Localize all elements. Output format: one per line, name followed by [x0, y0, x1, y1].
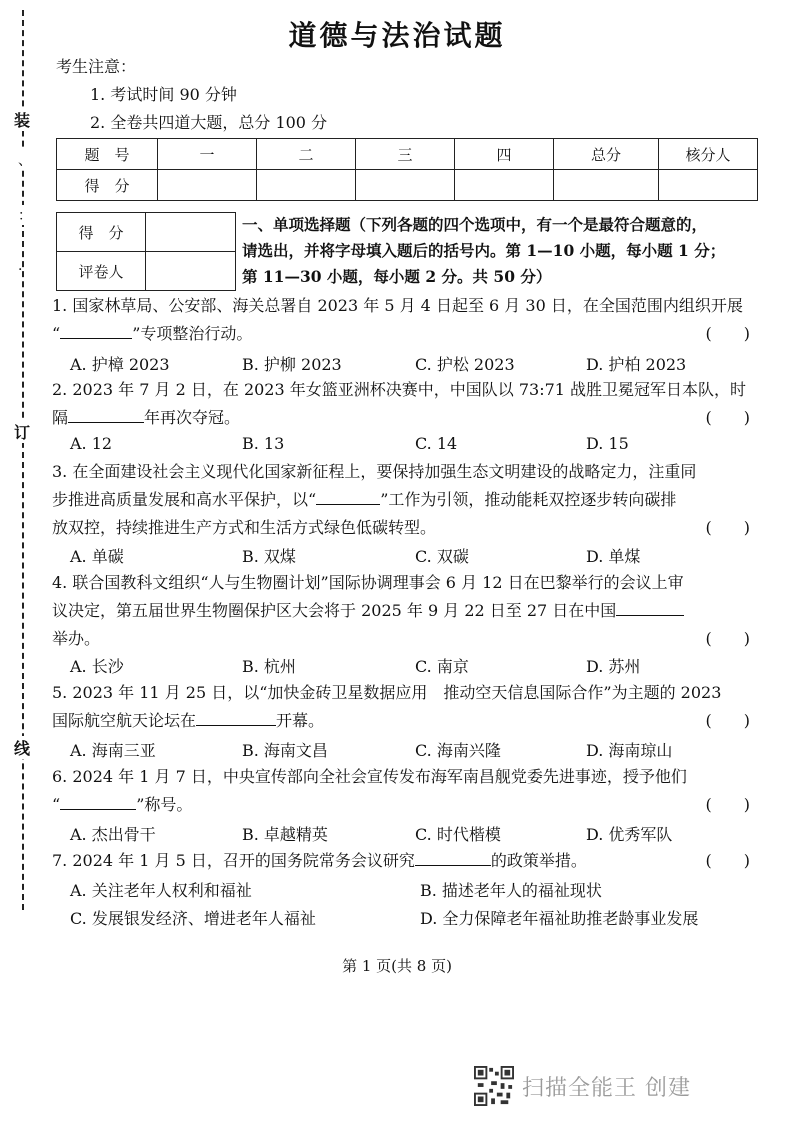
option-a: A. 杰出骨干 [70, 825, 156, 844]
answer-bracket[interactable]: ( ) [705, 795, 750, 814]
option-a: A. 长沙 [70, 657, 124, 676]
option-c: C. 南京 [415, 657, 469, 676]
header-cell: 核分人 [659, 139, 758, 170]
option-c: C. 护松 2023 [415, 355, 515, 374]
option-a: A. 单碳 [70, 547, 124, 566]
score-cell[interactable] [257, 170, 356, 201]
option-d: D. 15 [586, 434, 629, 453]
answer-blank[interactable] [196, 707, 276, 726]
answer-bracket[interactable]: ( ) [705, 711, 750, 730]
question-stem-line [52, 791, 764, 819]
notice-line-1: 1. 考试时间 90 分钟 [90, 85, 237, 104]
option-c: C. 海南兴隆 [415, 741, 501, 760]
option-d: D. 优秀军队 [586, 825, 673, 844]
option-c: C. 发展银发经济、增进老年人福祉 [70, 909, 316, 928]
option-d: D. 苏州 [586, 657, 641, 676]
section-instruction-line: 请选出，并将字母填入题后的括号内。第 1—10 小题，每小题 1 分； [242, 241, 726, 260]
option-b: B. 杭州 [242, 657, 296, 676]
header-cell: 总分 [554, 139, 659, 170]
answer-bracket[interactable]: ( ) [705, 851, 750, 870]
binding-dot: ： [18, 205, 32, 225]
answer-blank[interactable] [60, 320, 132, 339]
option-b: B. 海南文昌 [242, 741, 328, 760]
row-label: 得 分 [57, 170, 158, 201]
binding-char-zhuang: 装 [10, 108, 34, 131]
question-stem-line: 1. 国家林草局、公安部、海关总署自 2023 年 5 月 4 日起至 6 月 30 日，在全国范围内组织开展 [52, 296, 743, 315]
option-d: D. 单煤 [586, 547, 641, 566]
question-6 [52, 763, 764, 819]
score-table-score-row [57, 170, 758, 201]
binding-char-xian: 线 [10, 736, 34, 759]
question-stem-line: 3. 在全面建设社会主义现代化国家新征程上，要保持加强生态文明建设的战略定力，注重同 [52, 462, 697, 481]
option-a: A. 关注老年人权利和福祉 [70, 881, 252, 900]
question-stem-line: 5. 2023 年 11 月 25 日，以“加快金砖卫星数据应用 推动空天信息国际合作”为主题的 2023 [52, 683, 722, 702]
question-4-options [70, 654, 760, 680]
option-d: D. 海南琼山 [586, 741, 673, 760]
scanner-watermark [474, 1066, 691, 1106]
score-cell[interactable] [158, 170, 257, 201]
question-stem-line: 4. 联合国教科文组织“人与生物圈计划”国际协调理事会 6 月 12 日在巴黎举行的会议上审 [52, 573, 684, 592]
question-stem-line: 2. 2023 年 7 月 2 日，在 2023 年女篮亚洲杯决赛中，中国队以 73:71 战胜卫冕冠军日本队，时 [52, 380, 747, 399]
answer-blank[interactable] [616, 597, 684, 616]
stem-text: 议决定，第五届世界生物圈保护区大会将于 2025 年 9 月 22 日至 27 日在中国 [52, 601, 617, 620]
notice-line-2: 2. 全卷共四道大题，总分 100 分 [90, 113, 328, 132]
stem-text: 隔 [52, 408, 69, 427]
stem-text: ”工作为引领，推动能耗双控逐步转向碳排 [380, 490, 677, 509]
score-table-header-row [57, 139, 758, 170]
header-cell: 一 [158, 139, 257, 170]
option-b: B. 双煤 [242, 547, 296, 566]
option-c: C. 14 [415, 434, 458, 453]
stem-text: 开幕。 [276, 711, 325, 730]
option-a: A. 12 [70, 434, 113, 453]
stem-text: 国际航空航天论坛在 [52, 711, 197, 730]
header-cell: 四 [455, 139, 554, 170]
option-b: B. 13 [242, 434, 285, 453]
qr-code-icon [474, 1066, 514, 1106]
question-7 [52, 847, 764, 875]
score-cell[interactable] [554, 170, 659, 201]
section-instruction-line: 第 11—30 小题，每小题 2 分。共 50 分） [242, 267, 552, 286]
question-stem-line: 6. 2024 年 1 月 7 日，中央宣传部向全社会宣传发布海军南昌舰党委先进事迹，授予他们 [52, 767, 687, 786]
stem-text: “ [52, 324, 61, 343]
binding-char-ding: 订 [10, 420, 34, 443]
stem-text: 的政策举措。 [490, 851, 587, 870]
header-cell: 三 [356, 139, 455, 170]
question-5 [52, 679, 764, 735]
question-6-options [70, 822, 760, 848]
binding-dot: 、 [18, 150, 32, 170]
option-d: D. 全力保障老年福祉助推老龄事业发展 [420, 909, 699, 928]
option-c: C. 双碳 [415, 547, 469, 566]
answer-blank[interactable] [415, 847, 491, 866]
question-stem-line [52, 707, 764, 735]
page-title: 道德与法治试题 [288, 19, 506, 52]
question-stem-line [52, 486, 764, 514]
section-instruction-line: 一、单项选择题（下列各题的四个选项中，有一个是最符合题意的， [242, 215, 708, 234]
question-1 [52, 292, 764, 348]
answer-blank[interactable] [68, 404, 144, 423]
score-cell[interactable] [455, 170, 554, 201]
answer-bracket[interactable]: ( ) [705, 629, 750, 648]
option-c: C. 时代楷模 [415, 825, 501, 844]
question-stem-line: 举办。 [52, 629, 101, 648]
question-1-options [70, 352, 760, 378]
grader-score-cell[interactable] [146, 213, 236, 252]
binding-dashed-line [22, 10, 24, 910]
stem-text: ”专项整治行动。 [132, 324, 253, 343]
question-stem-line [52, 847, 764, 875]
answer-bracket[interactable]: ( ) [705, 408, 750, 427]
option-b: B. 描述老年人的福祉现状 [420, 881, 602, 900]
stem-text: ”称号。 [136, 795, 193, 814]
grader-table [56, 212, 236, 291]
binding-dot: · [18, 262, 23, 278]
question-7-options-row-1 [70, 878, 760, 904]
stem-text: 年再次夺冠。 [144, 408, 241, 427]
question-4 [52, 569, 764, 653]
question-stem-line [52, 320, 764, 348]
score-cell[interactable] [659, 170, 758, 201]
row-label: 题 号 [57, 139, 158, 170]
answer-blank[interactable] [60, 791, 136, 810]
answer-blank[interactable] [316, 486, 380, 505]
option-a: A. 护樟 2023 [70, 355, 170, 374]
option-b: B. 卓越精英 [242, 825, 328, 844]
question-7-options-row-2 [70, 906, 760, 932]
question-stem-line: 放双控，持续推进生产方式和生活方式绿色低碳转型。 [52, 518, 437, 537]
question-2-options [70, 434, 760, 460]
answer-bracket[interactable]: ( ) [705, 324, 750, 343]
question-5-options [70, 738, 760, 764]
stem-text: “ [52, 795, 61, 814]
option-a: A. 海南三亚 [70, 741, 156, 760]
option-d: D. 护柏 2023 [586, 355, 687, 374]
question-2 [52, 376, 764, 432]
watermark-text: 扫描全能王 创建 [522, 1075, 691, 1101]
page-number: 第 1 页(共 8 页) [342, 957, 452, 975]
stem-text: 7. 2024 年 1 月 5 日，召开的国务院常务会议研究 [52, 851, 415, 870]
score-cell[interactable] [356, 170, 455, 201]
score-table [56, 138, 758, 201]
notice-heading: 考生注意： [56, 57, 137, 76]
answer-bracket[interactable]: ( ) [705, 518, 750, 537]
question-3 [52, 458, 764, 542]
stem-text: 步推进高质量发展和高水平保护，以“ [52, 490, 317, 509]
question-3-options [70, 544, 760, 570]
grader-name-cell[interactable] [146, 252, 236, 291]
header-cell: 二 [257, 139, 356, 170]
section-1-instructions [242, 212, 762, 290]
option-b: B. 护柳 2023 [242, 355, 342, 374]
grader-score-label: 得 分 [57, 213, 146, 252]
grader-name-label: 评卷人 [57, 252, 146, 291]
question-stem-line [52, 597, 764, 625]
question-stem-line [52, 404, 764, 432]
